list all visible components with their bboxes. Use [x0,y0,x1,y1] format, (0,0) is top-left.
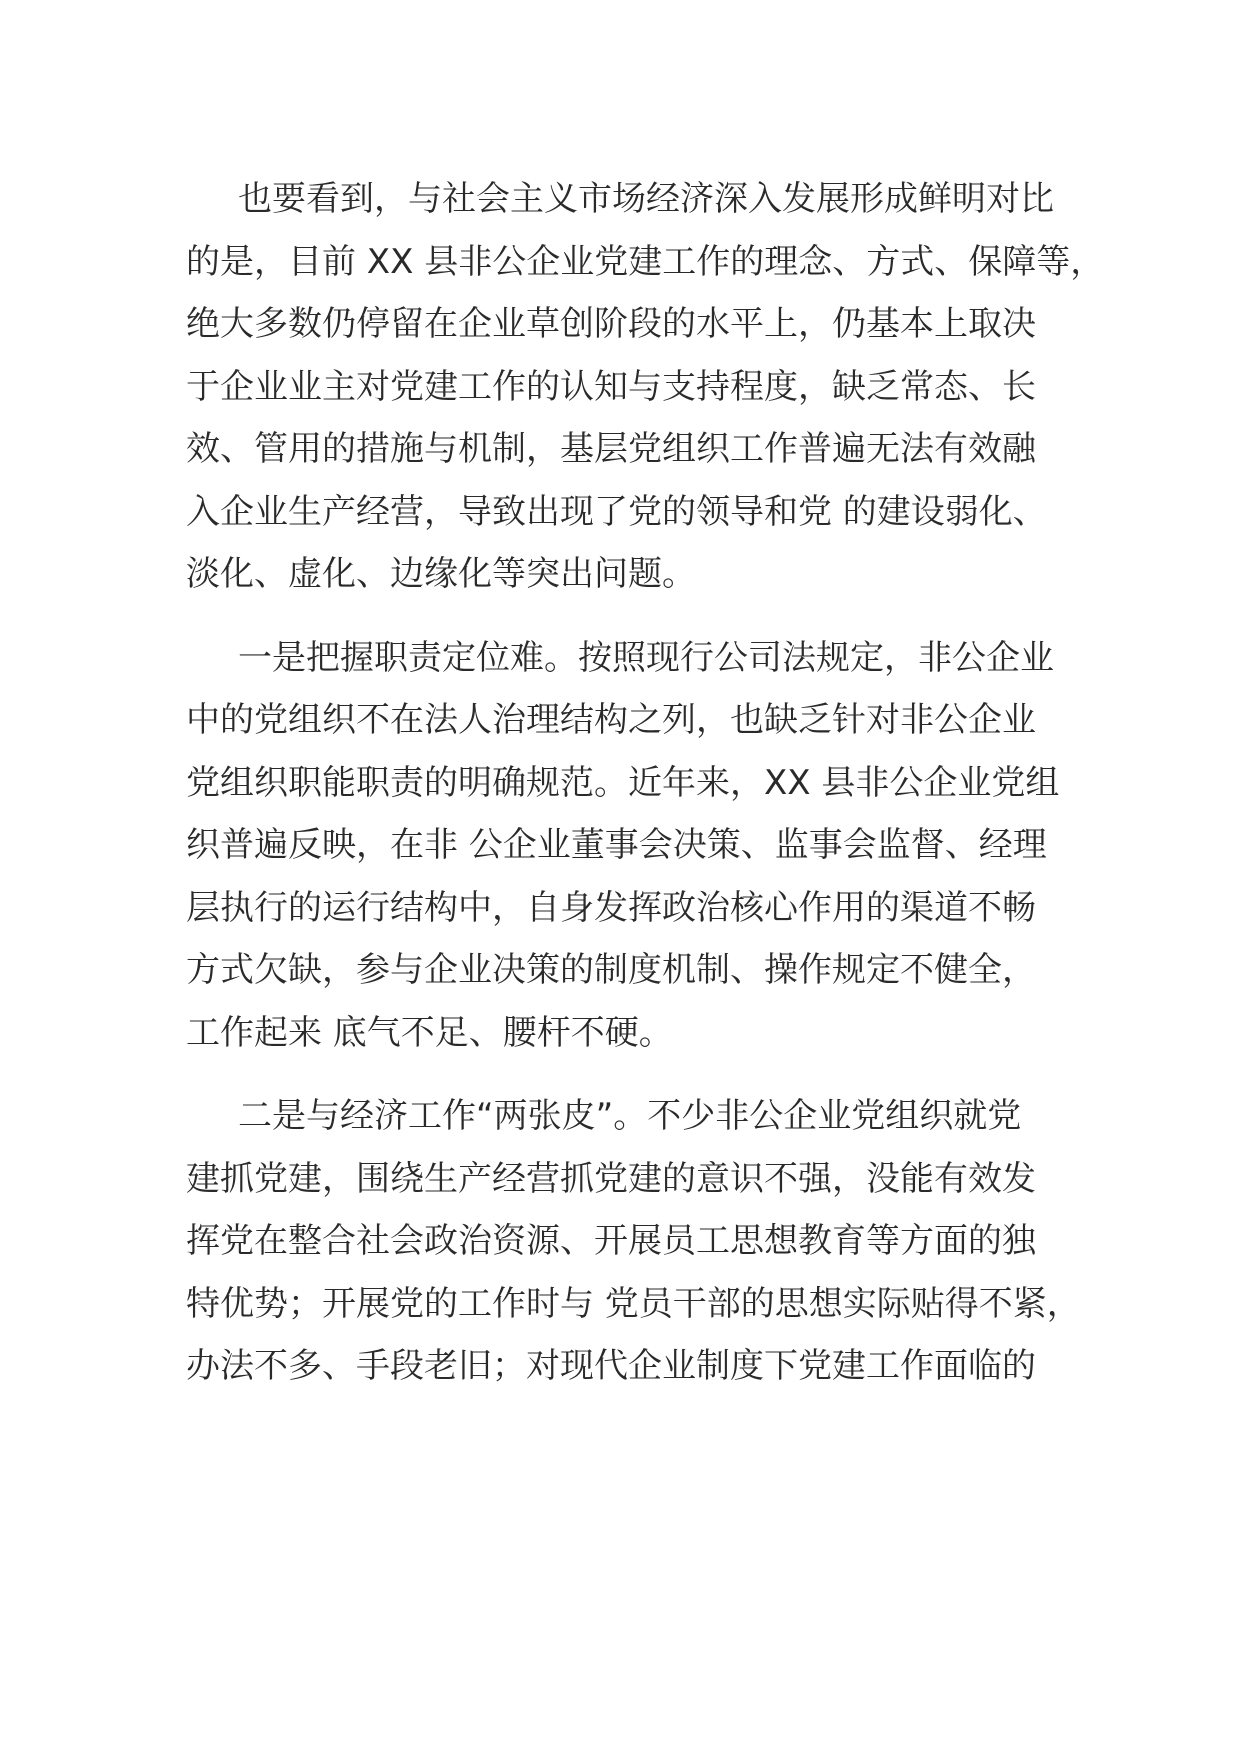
text-line: 党组织职能职责的明确规范。近年来，XX 县非公企业党组 [186,762,1060,803]
text-line: 特优势；开展党的工作时与 党员干部的思想实际贴得不紧， [186,1283,1081,1324]
text-line: 方式欠缺，参与企业决策的制度机制、操作规定不健全， [186,950,1036,990]
text-line: 于企业业主对党建工作的认知与支持程度，缺乏常态、长 [186,366,1036,407]
text-line: 的是，目前 XX 县非公企业党建工作的理念、方式、保障等， [186,241,1105,282]
text-line: 效、管用的措施与机制，基层党组织工作普遍无法有效融 [186,429,1036,469]
paragraph-3 [186,1085,1086,1398]
text-line: 二是与经济工作“两张皮”。不少非公企业党组织就党 [238,1096,1022,1136]
text-line: 淡化、虚化、边缘化等突出问题。 [186,554,696,594]
text-line: 办法不多、手段老旧；对现代企业制度下党建工作面临的 [186,1346,1036,1386]
text-line: 入企业生产经营，导致出现了党的领导和党 的建设弱化、 [186,491,1047,532]
paragraph-1 [186,168,1105,606]
paragraph-gap [186,1064,1086,1085]
text-line: 也要看到，与社会主义市场经济深入发展形成鲜明对比 [238,179,1054,219]
text-line: 绝大多数仍停留在企业草创阶段的水平上，仍基本上取决 [186,304,1036,344]
text-line: 工作起来 底气不足、腰杆不硬。 [186,1012,673,1053]
paragraph-gap [186,606,1086,627]
text-line: 一是把握职责定位难。按照现行公司法规定，非公企业 [238,637,1054,678]
text-line: 层执行的运行结构中，自身发挥政治核心作用的渠道不畅 [186,887,1036,928]
text-line: 织普遍反映，在非 公企业董事会决策、监事会监督、经理 [186,825,1047,865]
text-line: 中的党组织不在法人治理结构之列，也缺乏针对非公企业 [186,700,1036,740]
text-line: 挥党在整合社会政治资源、开展员工思想教育等方面的独 [186,1221,1036,1261]
document-body [186,168,1105,1398]
paragraph-2 [186,627,1086,1065]
text-line: 建抓党建，围绕生产经营抓党建的意识不强，没能有效发 [186,1158,1036,1199]
